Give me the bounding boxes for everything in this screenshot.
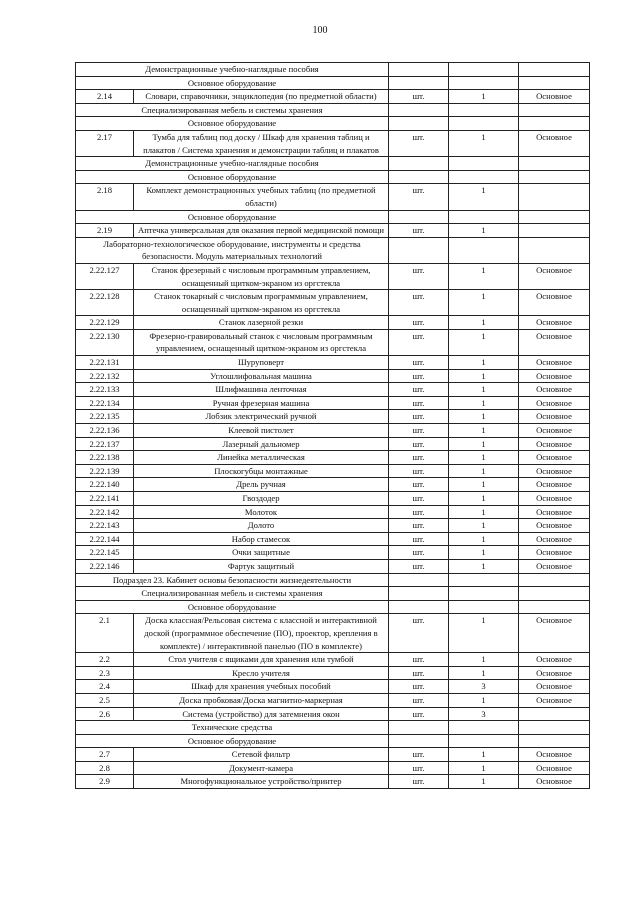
- empty-cell: [389, 237, 449, 263]
- item-name: Стол учителя с ящиками для хранения или тумбой: [134, 653, 389, 667]
- item-quantity: 1: [449, 614, 519, 653]
- empty-cell: [389, 103, 449, 117]
- empty-cell: [389, 210, 449, 224]
- item-name: Фартук защитный: [134, 559, 389, 573]
- item-type: Основное: [519, 532, 590, 546]
- table-row: [76, 424, 590, 438]
- item-type: Основное: [519, 693, 590, 707]
- page-number: 100: [312, 25, 328, 36]
- item-quantity: 3: [449, 707, 519, 721]
- item-number: 2.22.128: [76, 290, 134, 316]
- item-quantity: 1: [449, 90, 519, 104]
- table-row: [76, 263, 590, 289]
- item-unit: шт.: [389, 614, 449, 653]
- table-row: [76, 369, 590, 383]
- item-unit: шт.: [389, 290, 449, 316]
- item-name: Набор стамесок: [134, 532, 389, 546]
- section-row: [76, 170, 590, 184]
- item-unit: шт.: [389, 693, 449, 707]
- item-number: 2.22.134: [76, 396, 134, 410]
- table-row: [76, 775, 590, 789]
- item-name: Дрель ручная: [134, 478, 389, 492]
- item-number: 2.22.141: [76, 492, 134, 506]
- item-number: 2.4: [76, 680, 134, 694]
- empty-cell: [519, 237, 590, 263]
- table-row: [76, 478, 590, 492]
- section-row: [76, 117, 590, 131]
- item-unit: шт.: [389, 707, 449, 721]
- item-unit: шт.: [389, 761, 449, 775]
- table-row: [76, 356, 590, 370]
- item-quantity: 1: [449, 532, 519, 546]
- table-row: [76, 505, 590, 519]
- item-name: Документ-камера: [134, 761, 389, 775]
- item-quantity: 1: [449, 653, 519, 667]
- item-quantity: 1: [449, 492, 519, 506]
- item-number: 2.22.146: [76, 559, 134, 573]
- item-number: 2.5: [76, 693, 134, 707]
- item-unit: шт.: [389, 383, 449, 397]
- item-name: Доска пробковая/Доска магнитно-маркерная: [134, 693, 389, 707]
- item-quantity: 1: [449, 761, 519, 775]
- item-quantity: 1: [449, 356, 519, 370]
- item-number: 2.22.127: [76, 263, 134, 289]
- section-heading: Основное оборудование: [76, 117, 389, 131]
- item-name: Лобзик электрический ручной: [134, 410, 389, 424]
- item-number: 2.22.136: [76, 424, 134, 438]
- item-quantity: 1: [449, 184, 519, 210]
- empty-cell: [519, 587, 590, 601]
- table-row: [76, 761, 590, 775]
- item-quantity: 1: [449, 316, 519, 330]
- item-name: Тумба для таблиц под доску / Шкаф для хранения таблиц и плакатов / Система хранения и демонстрации таблиц и плакатов: [134, 130, 389, 156]
- item-unit: шт.: [389, 263, 449, 289]
- item-unit: шт.: [389, 356, 449, 370]
- empty-cell: [389, 573, 449, 587]
- item-unit: шт.: [389, 519, 449, 533]
- item-number: 2.17: [76, 130, 134, 156]
- empty-cell: [519, 573, 590, 587]
- table-row: [76, 90, 590, 104]
- item-quantity: 1: [449, 410, 519, 424]
- empty-cell: [389, 170, 449, 184]
- item-name: Шкаф для хранения учебных пособий: [134, 680, 389, 694]
- item-type: Основное: [519, 748, 590, 762]
- section-row: [76, 573, 590, 587]
- item-number: 2.9: [76, 775, 134, 789]
- section-row: [76, 157, 590, 171]
- item-name: Многофункциональное устройство/принтер: [134, 775, 389, 789]
- item-type: Основное: [519, 396, 590, 410]
- item-number: 2.18: [76, 184, 134, 210]
- empty-cell: [389, 587, 449, 601]
- item-quantity: 1: [449, 424, 519, 438]
- section-row: [76, 76, 590, 90]
- item-unit: шт.: [389, 559, 449, 573]
- item-number: 2.14: [76, 90, 134, 104]
- empty-cell: [449, 573, 519, 587]
- section-heading: Основное оборудование: [76, 76, 389, 90]
- item-type: Основное: [519, 519, 590, 533]
- empty-cell: [389, 600, 449, 614]
- item-number: 2.1: [76, 614, 134, 653]
- item-name: Линейка металлическая: [134, 451, 389, 465]
- item-name: Сетевой фильтр: [134, 748, 389, 762]
- item-number: 2.3: [76, 666, 134, 680]
- item-number: 2.22.143: [76, 519, 134, 533]
- table-row: [76, 653, 590, 667]
- empty-cell: [519, 721, 590, 735]
- empty-cell: [449, 721, 519, 735]
- item-number: 2.22.142: [76, 505, 134, 519]
- item-quantity: 1: [449, 369, 519, 383]
- item-name: Кресло учителя: [134, 666, 389, 680]
- item-type: Основное: [519, 680, 590, 694]
- item-type: Основное: [519, 478, 590, 492]
- item-type: Основное: [519, 369, 590, 383]
- item-unit: шт.: [389, 666, 449, 680]
- item-number: 2.22.129: [76, 316, 134, 330]
- empty-cell: [449, 170, 519, 184]
- item-name: Молоток: [134, 505, 389, 519]
- item-name: Углошлифовальная машина: [134, 369, 389, 383]
- section-row: [76, 63, 590, 77]
- table-row: [76, 546, 590, 560]
- item-type: Основное: [519, 505, 590, 519]
- item-type: Основное: [519, 424, 590, 438]
- table-row: [76, 519, 590, 533]
- empty-cell: [519, 117, 590, 131]
- table-row: [76, 464, 590, 478]
- section-row: [76, 237, 590, 263]
- empty-cell: [449, 103, 519, 117]
- item-number: 2.22.139: [76, 464, 134, 478]
- item-number: 2.8: [76, 761, 134, 775]
- item-type: Основное: [519, 492, 590, 506]
- item-type: Основное: [519, 653, 590, 667]
- item-quantity: 1: [449, 383, 519, 397]
- table-row: [76, 290, 590, 316]
- item-type: Основное: [519, 329, 590, 355]
- section-row: [76, 721, 590, 735]
- item-number: 2.22.138: [76, 451, 134, 465]
- item-unit: шт.: [389, 653, 449, 667]
- table-row: [76, 707, 590, 721]
- table-row: [76, 329, 590, 355]
- item-number: 2.22.135: [76, 410, 134, 424]
- item-type: Основное: [519, 316, 590, 330]
- empty-cell: [519, 600, 590, 614]
- table-row: [76, 693, 590, 707]
- item-unit: шт.: [389, 437, 449, 451]
- item-type: Основное: [519, 666, 590, 680]
- item-quantity: 1: [449, 546, 519, 560]
- table-row: [76, 184, 590, 210]
- item-number: 2.22.137: [76, 437, 134, 451]
- empty-cell: [449, 600, 519, 614]
- empty-cell: [519, 170, 590, 184]
- empty-cell: [389, 63, 449, 77]
- item-unit: шт.: [389, 130, 449, 156]
- table-row: [76, 316, 590, 330]
- section-heading: Лабораторно-технологическое оборудование, инструменты и средства безопасности. Модуль материальных технологий: [76, 237, 389, 263]
- item-type: Основное: [519, 775, 590, 789]
- section-heading: Специализированная мебель и системы хранения: [76, 103, 389, 117]
- empty-cell: [389, 157, 449, 171]
- table-row: [76, 614, 590, 653]
- empty-cell: [389, 117, 449, 131]
- item-type: Основное: [519, 90, 590, 104]
- item-unit: шт.: [389, 505, 449, 519]
- empty-cell: [389, 734, 449, 748]
- item-quantity: 1: [449, 478, 519, 492]
- item-quantity: 1: [449, 666, 519, 680]
- item-unit: шт.: [389, 424, 449, 438]
- item-quantity: 1: [449, 263, 519, 289]
- item-number: 2.2: [76, 653, 134, 667]
- item-type: Основное: [519, 451, 590, 465]
- item-number: 2.22.133: [76, 383, 134, 397]
- empty-cell: [449, 157, 519, 171]
- item-name: Плоскогубцы монтажные: [134, 464, 389, 478]
- table-row: [76, 410, 590, 424]
- item-type: Основное: [519, 383, 590, 397]
- item-type: Основное: [519, 130, 590, 156]
- section-row: [76, 600, 590, 614]
- table-row: [76, 437, 590, 451]
- item-number: 2.22.132: [76, 369, 134, 383]
- item-quantity: 3: [449, 680, 519, 694]
- section-heading: Подраздел 23. Кабинет основы безопасности жизнедеятельности: [76, 573, 389, 587]
- empty-cell: [389, 76, 449, 90]
- section-heading: Демонстрационные учебно-наглядные пособия: [76, 157, 389, 171]
- empty-cell: [519, 157, 590, 171]
- item-unit: шт.: [389, 184, 449, 210]
- section-row: [76, 734, 590, 748]
- empty-cell: [449, 63, 519, 77]
- item-quantity: 1: [449, 505, 519, 519]
- item-type: Основное: [519, 559, 590, 573]
- item-unit: шт.: [389, 748, 449, 762]
- empty-cell: [519, 76, 590, 90]
- item-name: Аптечка универсальная для оказания первой медицинской помощи: [134, 224, 389, 238]
- item-name: Станок фрезерный с числовым программным управлением, оснащенный щитком-экраном из оргстекла: [134, 263, 389, 289]
- table-row: [76, 492, 590, 506]
- item-name: Очки защитные: [134, 546, 389, 560]
- item-unit: шт.: [389, 775, 449, 789]
- item-quantity: 1: [449, 437, 519, 451]
- item-unit: шт.: [389, 532, 449, 546]
- item-quantity: 1: [449, 464, 519, 478]
- item-name: Доска классная/Рельсовая система с классной и интерактивной доской (программное обеспечение (ПО), проектор, крепления в комплекте) / интерактивной панелью (ПО в комплекте): [134, 614, 389, 653]
- item-type: Основное: [519, 263, 590, 289]
- section-heading: Основное оборудование: [76, 170, 389, 184]
- section-row: [76, 103, 590, 117]
- item-unit: шт.: [389, 680, 449, 694]
- empty-cell: [449, 587, 519, 601]
- table-row: [76, 130, 590, 156]
- empty-cell: [519, 103, 590, 117]
- item-quantity: 1: [449, 693, 519, 707]
- item-unit: шт.: [389, 546, 449, 560]
- section-heading: Демонстрационные учебно-наглядные пособия: [76, 63, 389, 77]
- item-type: Основное: [519, 464, 590, 478]
- item-unit: шт.: [389, 451, 449, 465]
- item-name: Ручная фрезерная машина: [134, 396, 389, 410]
- section-row: [76, 587, 590, 601]
- item-type: [519, 707, 590, 721]
- item-name: Гвоздодер: [134, 492, 389, 506]
- item-quantity: 1: [449, 559, 519, 573]
- item-unit: шт.: [389, 464, 449, 478]
- item-quantity: 1: [449, 775, 519, 789]
- item-name: Шуруповерт: [134, 356, 389, 370]
- item-type: [519, 184, 590, 210]
- item-number: 2.19: [76, 224, 134, 238]
- item-unit: шт.: [389, 369, 449, 383]
- item-name: Фрезерно-гравировальный станок с числовым программным управлением, оснащенный щитком-экраном из оргстекла: [134, 329, 389, 355]
- item-quantity: 1: [449, 130, 519, 156]
- item-unit: шт.: [389, 492, 449, 506]
- item-quantity: 1: [449, 224, 519, 238]
- empty-cell: [449, 210, 519, 224]
- item-unit: шт.: [389, 329, 449, 355]
- item-quantity: 1: [449, 396, 519, 410]
- item-name: Станок токарный с числовым программным управлением, оснащенный щитком-экраном из оргстекла: [134, 290, 389, 316]
- section-heading: Основное оборудование: [76, 734, 389, 748]
- item-quantity: 1: [449, 290, 519, 316]
- item-unit: шт.: [389, 224, 449, 238]
- empty-cell: [449, 734, 519, 748]
- item-unit: шт.: [389, 90, 449, 104]
- item-name: Долото: [134, 519, 389, 533]
- item-unit: шт.: [389, 410, 449, 424]
- section-heading: Специализированная мебель и системы хранения: [76, 587, 389, 601]
- item-unit: шт.: [389, 396, 449, 410]
- empty-cell: [519, 210, 590, 224]
- empty-cell: [449, 76, 519, 90]
- item-name: Станок лазерной резки: [134, 316, 389, 330]
- item-name: Словари, справочники, энциклопедия (по предметной области): [134, 90, 389, 104]
- item-number: 2.22.144: [76, 532, 134, 546]
- item-type: Основное: [519, 356, 590, 370]
- table-row: [76, 532, 590, 546]
- item-type: [519, 224, 590, 238]
- empty-cell: [449, 117, 519, 131]
- item-quantity: 1: [449, 329, 519, 355]
- item-type: Основное: [519, 437, 590, 451]
- section-row: [76, 210, 590, 224]
- item-type: Основное: [519, 290, 590, 316]
- item-type: Основное: [519, 410, 590, 424]
- empty-cell: [389, 721, 449, 735]
- item-quantity: 1: [449, 451, 519, 465]
- item-type: Основное: [519, 761, 590, 775]
- section-heading: Основное оборудование: [76, 600, 389, 614]
- item-name: Лазерный дальномер: [134, 437, 389, 451]
- section-heading: Основное оборудование: [76, 210, 389, 224]
- equipment-table: [75, 62, 590, 789]
- item-name: Клеевой пистолет: [134, 424, 389, 438]
- table-row: [76, 680, 590, 694]
- item-number: 2.22.131: [76, 356, 134, 370]
- empty-cell: [519, 63, 590, 77]
- item-name: Система (устройство) для затемнения окон: [134, 707, 389, 721]
- item-unit: шт.: [389, 316, 449, 330]
- table-row: [76, 396, 590, 410]
- table-row: [76, 559, 590, 573]
- section-heading: Технические средства: [76, 721, 389, 735]
- table-row: [76, 748, 590, 762]
- table-row: [76, 666, 590, 680]
- empty-cell: [519, 734, 590, 748]
- item-number: 2.7: [76, 748, 134, 762]
- item-name: Шлифмашина ленточная: [134, 383, 389, 397]
- item-number: 2.6: [76, 707, 134, 721]
- table-row: [76, 451, 590, 465]
- table-row: [76, 383, 590, 397]
- table-row: [76, 224, 590, 238]
- item-name: Комплект демонстрационных учебных таблиц (по предметной области): [134, 184, 389, 210]
- item-number: 2.22.145: [76, 546, 134, 560]
- item-type: Основное: [519, 546, 590, 560]
- item-number: 2.22.130: [76, 329, 134, 355]
- item-number: 2.22.140: [76, 478, 134, 492]
- item-quantity: 1: [449, 519, 519, 533]
- empty-cell: [449, 237, 519, 263]
- item-unit: шт.: [389, 478, 449, 492]
- item-quantity: 1: [449, 748, 519, 762]
- item-type: Основное: [519, 614, 590, 653]
